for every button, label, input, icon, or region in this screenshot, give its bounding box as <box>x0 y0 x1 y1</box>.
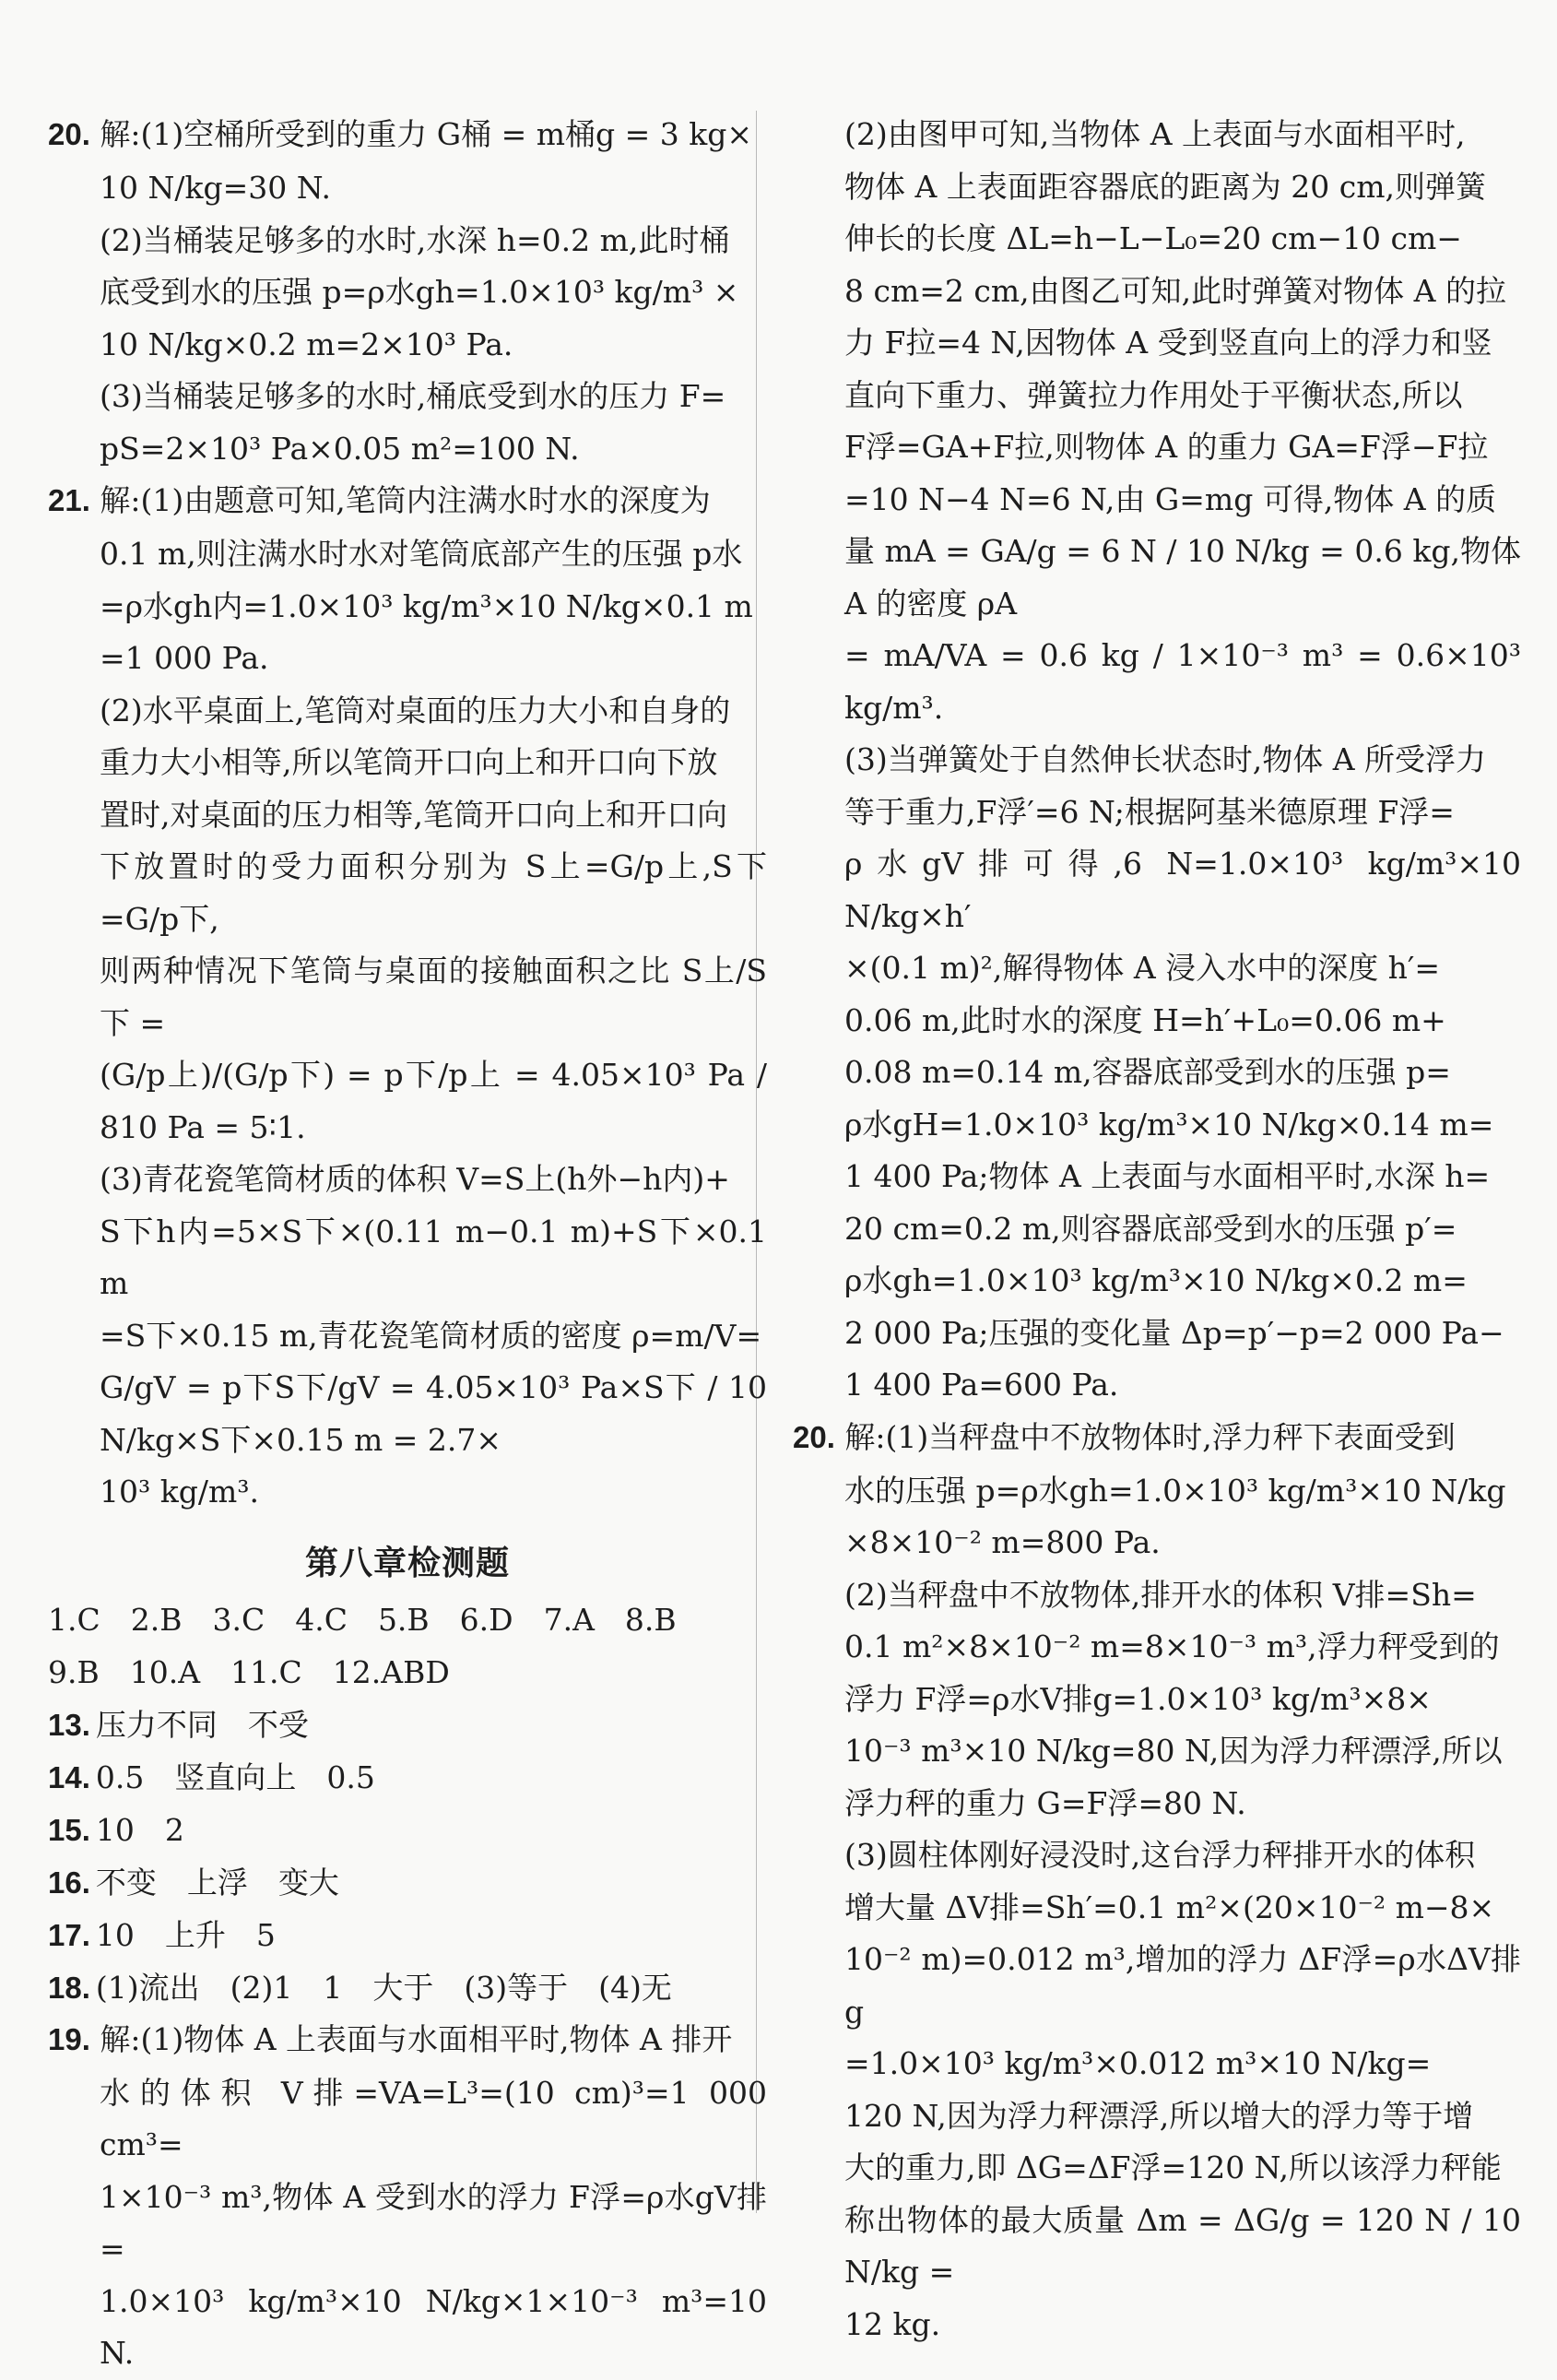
answer-text: 10 上升 5 <box>95 1916 276 1953</box>
fill-answer <box>48 1909 767 1961</box>
multiple-choice-row: 1.C 2.B 3.C 4.C 5.B 6.D 7.A 8.B <box>48 1601 677 1638</box>
text-line: 12 kg. <box>844 2305 941 2342</box>
text-line: 解:(1)空桶所受到的重力 G桶 = m桶g = 3 kg× <box>100 116 753 152</box>
text-line: 解:(1)由题意可知,笔筒内注满水时水的深度为 <box>100 482 711 518</box>
question-number: 20. <box>48 117 90 151</box>
text-line: 底受到水的压强 p=ρ水gh=1.0×10³ kg/m³ × <box>100 274 739 310</box>
text-line: 0.1 m²×8×10⁻² m=8×10⁻³ m³,浮力秤受到的 <box>844 1628 1500 1664</box>
question-19-first-line <box>48 2014 767 2066</box>
question-number: 21. <box>48 483 90 517</box>
text-line: 浮力 F浮=ρ水V排g=1.0×10³ kg/m³×8× <box>844 1680 1432 1717</box>
question-19 <box>48 2014 767 2380</box>
left-column <box>48 109 767 2380</box>
question-21-first-line <box>48 475 767 527</box>
text-line: 大的重力,即 ΔG=ΔF浮=120 N,所以该浮力秤能 <box>844 2149 1502 2185</box>
text-line: 0.06 m,此时水的深度 H=h′+L₀=0.06 m+ <box>844 1001 1446 1038</box>
question-number: 18. <box>48 1970 90 2005</box>
question-20-first-line <box>793 1412 1521 1463</box>
text-line: (3)当桶装足够多的水时,桶底受到水的压力 F= <box>100 378 726 414</box>
text-line: =10 N−4 N=6 N,由 G=mg 可得,物体 A 的质 <box>844 480 1497 517</box>
text-line: (2)由图甲可知,当物体 A 上表面与水面相平时, <box>844 116 1466 152</box>
text-line: 1 400 Pa;物体 A 上表面与水面相平时,水深 h= <box>844 1158 1491 1194</box>
text-line: =S下×0.15 m,青花瓷笔筒材质的密度 ρ=m/V= <box>100 1317 762 1354</box>
text-line: 量 mA = GA/g = 6 N / 10 N/kg = 0.6 kg,物体 A 的密度 ρA <box>844 533 1521 622</box>
text-line: 1×10⁻³ m³,物体 A 受到水的浮力 F浮=ρ水gV排= <box>100 2178 767 2267</box>
fill-answer <box>48 1751 767 1804</box>
text-line: 1 400 Pa=600 Pa. <box>844 1367 1119 1403</box>
text-line: 增大量 ΔV排=Sh′=0.1 m²×(20×10⁻² m−8× <box>844 1889 1495 1925</box>
text-line: G/gV = p下S下/gV = 4.05×10³ Pa×S下 / 10 N/kg×S下×0.15 m = 2.7× <box>100 1369 767 1458</box>
section-title: 第八章检测题 <box>304 1544 510 1582</box>
text-line: 10 N/kg=30 N. <box>100 170 331 206</box>
text-line: (2)水平桌面上,笔筒对桌面的压力大小和自身的 <box>100 692 731 728</box>
text-line: 10³ kg/m³. <box>100 1474 259 1510</box>
text-line: 等于重力,F浮′=6 N;根据阿基米德原理 F浮= <box>844 793 1455 830</box>
fill-answer <box>48 1804 767 1856</box>
question-20 <box>48 109 767 475</box>
answer-text: 10 2 <box>95 1811 184 1848</box>
text-line: 力 F拉=4 N,因物体 A 受到竖直向上的浮力和竖 <box>844 325 1492 361</box>
text-line: =1 000 Pa. <box>100 640 269 676</box>
text-line: =ρ水gh内=1.0×10³ kg/m³×10 N/kg×0.1 m <box>100 587 753 624</box>
text-line: 10⁻³ m³×10 N/kg=80 N,因为浮力秤漂浮,所以 <box>844 1733 1503 1769</box>
text-line: ×(0.1 m)²,解得物体 A 浸入水中的深度 h′= <box>844 950 1441 986</box>
text-line: 0.08 m=0.14 m,容器底部受到水的压强 p= <box>844 1054 1451 1090</box>
question-number: 13. <box>48 1707 90 1742</box>
text-line: 物体 A 上表面距容器底的距离为 20 cm,则弹簧 <box>844 168 1487 205</box>
text-line: 置时,对桌面的压力相等,笔筒开口向上和开口向 <box>100 796 727 833</box>
text-line: 重力大小相等,所以笔筒开口向上和开口向下放 <box>100 744 718 780</box>
text-line: 1.0×10³ kg/m³×10 N/kg×1×10⁻³ m³=10 N. <box>100 2282 767 2371</box>
text-line: (2)当桶装足够多的水时,水深 h=0.2 m,此时桶 <box>100 221 730 258</box>
text-line: (G/p上)/(G/p下) = p下/p上 = 4.05×10³ Pa / 810 Pa = 5∶1. <box>100 1057 767 1145</box>
text-line: =1.0×10³ kg/m³×0.012 m³×10 N/kg= <box>844 2045 1432 2081</box>
text-line: (3)圆柱体刚好浸没时,这台浮力秤排开水的体积 <box>844 1837 1476 1873</box>
answer-text: 压力不同 不受 <box>95 1706 309 1743</box>
question-number: 19. <box>48 2021 90 2056</box>
text-line: pS=2×10³ Pa×0.05 m²=100 N. <box>100 430 580 467</box>
text-line: S下h内=5×S下×(0.11 m−0.1 m)+S下×0.1 m <box>100 1213 767 1301</box>
question-20-chapter8 <box>793 1412 1521 2351</box>
fill-answer <box>48 1856 767 1909</box>
text-line: 直向下重力、弹簧拉力作用处于平衡状态,所以 <box>844 376 1463 413</box>
multiple-choice-row: 9.B 10.A 11.C 12.ABD <box>48 1653 450 1690</box>
question-19-continued <box>793 109 1521 1412</box>
text-line: 水的体积 V排=VA=L³=(10 cm)³=1 000 cm³= <box>100 2074 767 2162</box>
text-line: 解:(1)物体 A 上表面与水面相平时,物体 A 排开 <box>100 2020 733 2057</box>
text-line: ρ水gh=1.0×10³ kg/m³×10 N/kg×0.2 m= <box>844 1262 1468 1298</box>
text-line: = mA/VA = 0.6 kg / 1×10⁻³ m³ = 0.6×10³ kg/m³. <box>844 637 1521 726</box>
answer-text: 不变 上浮 变大 <box>95 1864 339 1900</box>
question-number: 16. <box>48 1865 90 1900</box>
text-line: 解:(1)当秤盘中不放物体时,浮力秤下表面受到 <box>844 1418 1456 1455</box>
text-line: 则两种情况下笔筒与桌面的接触面积之比 S上/S下 = <box>100 953 767 1041</box>
question-number: 15. <box>48 1812 90 1847</box>
question-19-body <box>48 2067 767 2380</box>
text-line: 2 000 Pa;压强的变化量 Δp=p′−p=2 000 Pa− <box>844 1314 1504 1351</box>
fill-answer <box>48 1961 767 2014</box>
fill-answer <box>48 1699 767 1751</box>
text-line: 水的压强 p=ρ水gh=1.0×10³ kg/m³×10 N/kg <box>844 1472 1506 1509</box>
question-21 <box>48 475 767 1519</box>
question-21-body <box>48 528 767 1519</box>
question-number: 20. <box>793 1419 835 1454</box>
question-number: 14. <box>48 1759 90 1794</box>
text-line: 0.1 m,则注满水时水对笔筒底部产生的压强 p水 <box>100 536 743 572</box>
text-line: ρ水gV排可得,6 N=1.0×10³ kg/m³×10 N/kg×h′ <box>844 846 1521 934</box>
text-line: 伸长的长度 ΔL=h−L−L₀=20 cm−10 cm− <box>844 220 1462 256</box>
question-20-first-line <box>48 109 767 160</box>
text-line: 10⁻² m)=0.012 m³,增加的浮力 ΔF浮=ρ水ΔV排g <box>844 1941 1521 2030</box>
answer-text: 0.5 竖直向上 0.5 <box>95 1758 375 1795</box>
text-line: 20 cm=0.2 m,则容器底部受到水的压强 p′= <box>844 1210 1457 1247</box>
question-number: 17. <box>48 1917 90 1952</box>
text-line: (3)青花瓷笔筒材质的体积 V=S上(h外−h内)+ <box>100 1161 730 1197</box>
question-20-body <box>793 1465 1521 2351</box>
text-line: ×8×10⁻² m=800 Pa. <box>844 1524 1161 1560</box>
text-line: F浮=GA+F拉,则物体 A 的重力 GA=F浮−F拉 <box>844 429 1489 465</box>
text-line: 称出物体的最大质量 Δm = ΔG/g = 120 N / 10 N/kg = <box>844 2201 1521 2290</box>
right-column <box>793 109 1521 2350</box>
text-line: 120 N,因为浮力秤漂浮,所以增大的浮力等于增 <box>844 2097 1474 2134</box>
text-line: 浮力秤的重力 G=F浮=80 N. <box>844 1784 1246 1821</box>
text-line: ρ水gH=1.0×10³ kg/m³×10 N/kg×0.14 m= <box>844 1106 1494 1143</box>
text-line: 8 cm=2 cm,由图乙可知,此时弹簧对物体 A 的拉 <box>844 272 1506 309</box>
question-20-body <box>48 162 767 475</box>
answer-text: (1)流出 (2)1 1 大于 (3)等于 (4)无 <box>95 1969 672 2006</box>
text-line: 10 N/kg×0.2 m=2×10³ Pa. <box>100 326 513 362</box>
text-line: (2)当秤盘中不放物体,排开水的体积 V排=Sh= <box>844 1576 1477 1613</box>
text-line: 下放置时的受力面积分别为 S上=G/p上,S下=G/p下, <box>100 848 767 937</box>
text-line: (3)当弹簧处于自然伸长状态时,物体 A 所受浮力 <box>844 741 1487 777</box>
